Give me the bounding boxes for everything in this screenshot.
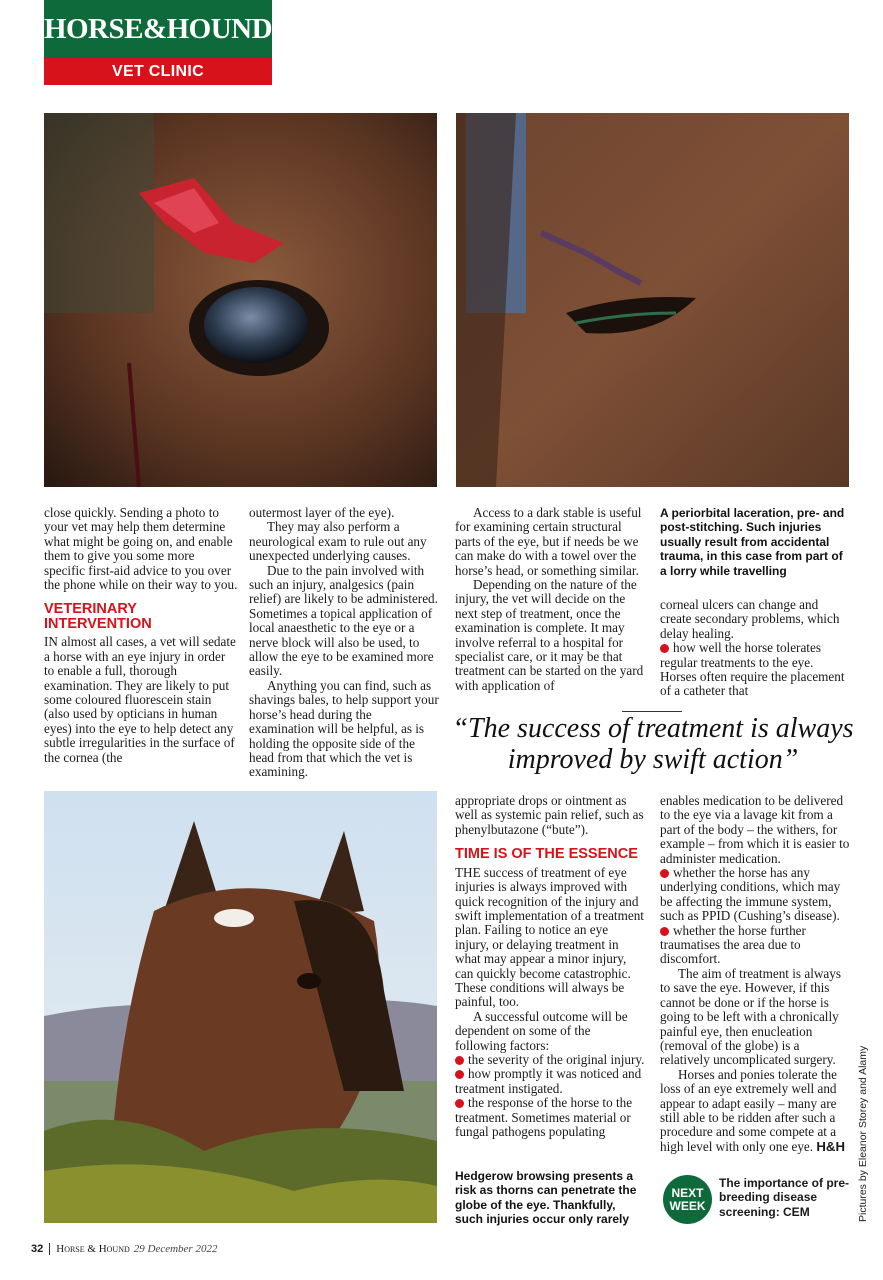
page-number: 32 [31, 1243, 50, 1255]
article-column-1 [44, 506, 238, 765]
bullet-item: how promptly it was noticed and treatment instigated. [455, 1067, 645, 1096]
bullet-item: the response of the horse to the treatment. Sometimes material or fungal pathogens populating [455, 1096, 645, 1139]
body-paragraph: Due to the pain involved with such an injury, analgesics (pain relief) are likely to be administered. Sometimes a topical application of local anaesthetic to the eye or a nerve block will also be used, to allow the eye to be examined more easily. [249, 562, 438, 679]
bullet-item: whether the horse has any underlying conditions, which may be affecting the immune system, such as PPID (Cushing’s disease). [660, 866, 850, 924]
pull-quote: “The success of treatment is always improved by swift action” [452, 713, 854, 775]
section-label: VET CLINIC [44, 58, 272, 85]
photo-horse-hedgerow [44, 791, 437, 1223]
issue-date: 29 December 2022 [133, 1243, 218, 1255]
section-heading: TIME IS OF THE ESSENCE [455, 846, 638, 863]
badge-line: NEXT [671, 1185, 704, 1200]
body-paragraph: A successful outcome will be dependent on some of the following factors: [455, 1008, 628, 1053]
photo-eye-laceration-pre [44, 113, 437, 487]
article-column-3-top [455, 506, 645, 693]
page-folio [31, 1240, 217, 1258]
article-column-2 [249, 506, 439, 780]
photo-caption: A periorbital laceration, pre- and post-stitching. Such injuries usually result from accidental trauma, in this case from part of a lorry while travelling [660, 506, 845, 578]
photo-credit: Pictures by Eleanor Storey and Alamy [857, 1045, 869, 1222]
pull-quote-rule [622, 711, 682, 712]
bullet-item: the severity of the original injury. [455, 1053, 645, 1067]
closing-paragraph-text: Horses and ponies tolerate the loss of an eye extremely well and appear to adapt easily – many are still able to be ridden after such a procedure and some compete at a high level with only one eye. [660, 1066, 837, 1154]
article-column-3-bottom [455, 794, 645, 1139]
body-paragraph [660, 1068, 850, 1154]
section-heading: VETERINARY INTERVENTION [44, 601, 152, 632]
bullet-item: whether the horse further traumatises the area due to discomfort. [660, 924, 850, 967]
body-paragraph: Depending on the nature of the injury, the vet will decide on the next step of treatment, once the examination is complete. It may involve referral to a hospital for specialist care, or it may be that treatment can be started on the yard with application of [455, 577, 644, 693]
magazine-name: Horse & Hound [56, 1243, 130, 1255]
next-week-badge [663, 1175, 712, 1224]
sign-off-mark: H&H [816, 1138, 845, 1154]
badge-line: WEEK [669, 1198, 706, 1213]
body-paragraph: appropriate drops or ointment as well as systemic pain relief, such as phenylbutazone (“bute”). [455, 793, 644, 837]
next-week-teaser: The importance of pre-breeding disease screening: CEM [719, 1176, 850, 1219]
article-column-4-top [660, 506, 850, 699]
photo-caption-hedgerow: Hedgerow browsing presents a risk as thorns can penetrate the globe of the eye. Thankfully, such injuries occur only rarely [455, 1169, 637, 1227]
body-paragraph: Access to a dark stable is useful for examining certain structural parts of the eye, but if needs be we can make do with a towel over the horse’s head, or something similar. [455, 505, 642, 578]
article-column-4-bottom [660, 794, 850, 1154]
body-paragraph: THE success of treatment of eye injuries is always improved with quick recognition of the injury and swift implementation of a treatment plan. Failing to notice an eye injury, or delaying treatment in what may appear a minor injury, can quickly become catastrophic. These conditions will always be painful, too. [455, 864, 644, 1010]
body-paragraph: They may also perform a neurological exam to rule out any unexpected underlying causes. [249, 519, 427, 564]
body-paragraph: close quickly. Sending a photo to your vet may help them determine what might be going on, and enable them to give you some more specific first-aid advice to you over the phone while on their way to you. [44, 505, 238, 593]
body-paragraph: enables medication to be delivered to the eye via a lavage kit from a part of the body – the withers, for example – from which it is easier to administer medication. [660, 793, 850, 866]
body-paragraph: Anything you can find, such as shavings bales, to help support your horse’s head during the examination will be helpful, as is holding the opposite side of the head from that which the vet is examining. [249, 677, 439, 780]
body-paragraph: outermost layer of the eye). [249, 505, 395, 520]
body-paragraph: The aim of treatment is always to save the eye. However, if this cannot be done or if the horse is going to be left with a chronically painful eye, then enucleation (removal of the globe) is a relatively uncomplicated surgery. [660, 965, 841, 1068]
photo-eye-laceration-post [456, 113, 849, 487]
body-paragraph: IN almost all cases, a vet will sedate a horse with an eye injury in order to enable a full, thorough examination. They are likely to put some coloured fluorescein stain (also used by opticians in human eyes) into the eye to help detect any subtle irregularities in the surface of the cornea (the [44, 634, 236, 765]
body-paragraph: corneal ulcers can change and create secondary problems, which delay healing. [660, 597, 840, 641]
masthead-logo [44, 0, 272, 85]
magazine-title: HORSE&HOUND [44, 0, 272, 58]
bullet-item: how well the horse tolerates regular treatments to the eye. Horses often require the placement of a catheter that [660, 641, 850, 699]
